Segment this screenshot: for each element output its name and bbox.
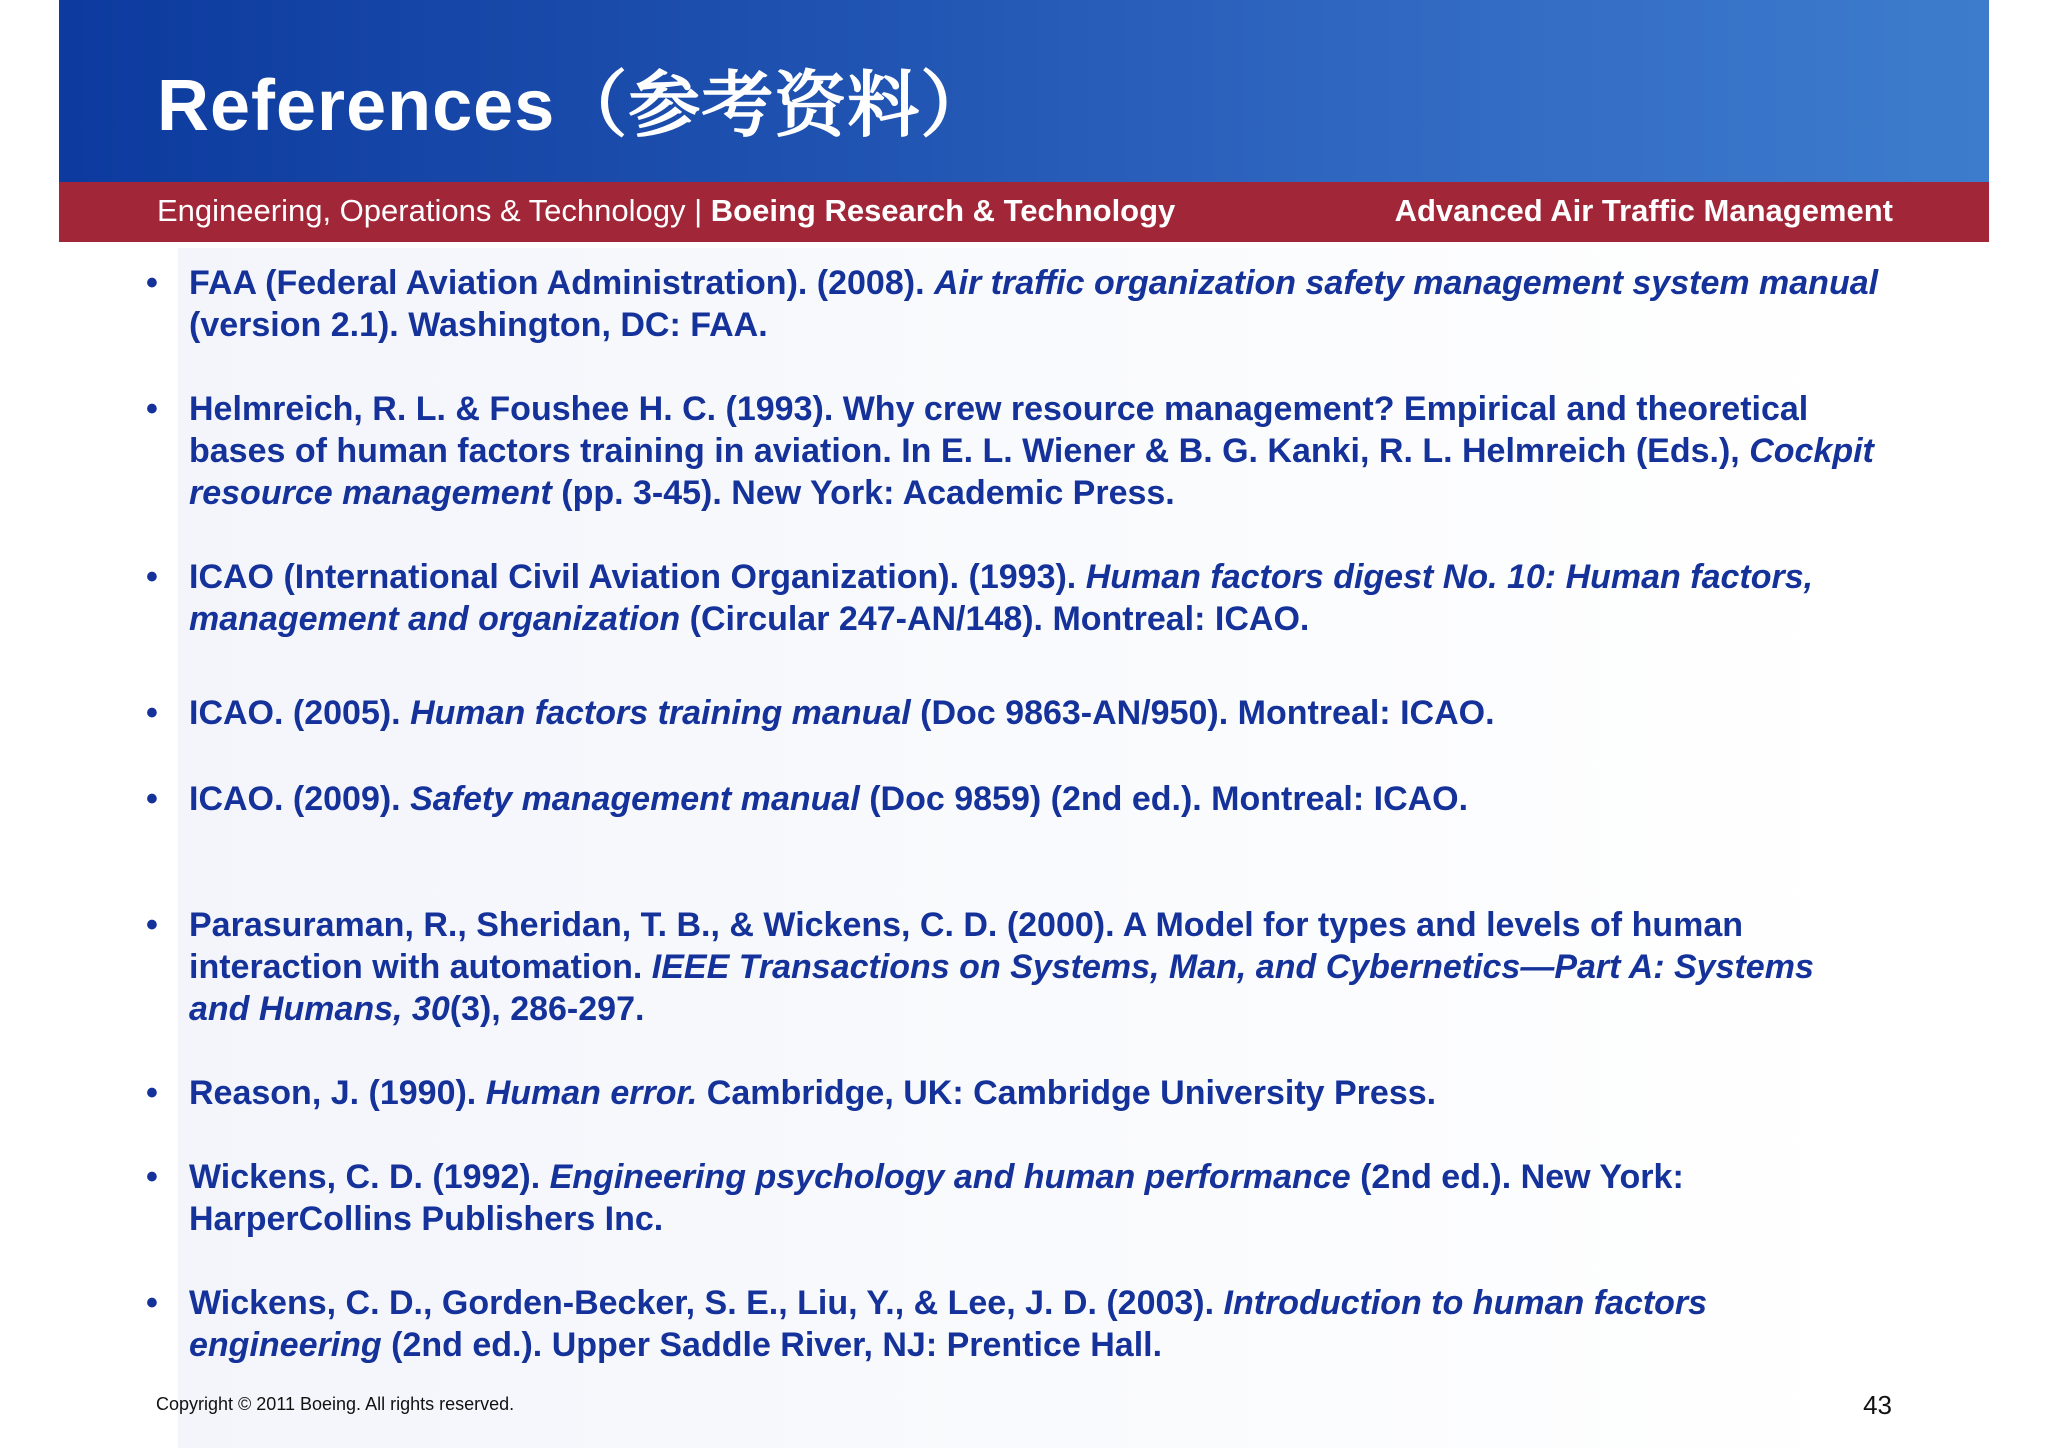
reference-segment: FAA (Federal Aviation Administration). (2008). (189, 264, 934, 302)
reference-title-segment: IEEE Transactions on Systems, Man, and Cybernetics—Part A: Systems and Humans, 30 (189, 948, 1814, 1028)
reference-segment: (pp. 3-45). New York: Academic Press. (551, 474, 1175, 512)
reference-segment: (Circular 247-AN/148). Montreal: ICAO. (680, 600, 1310, 638)
reference-segment: Cambridge, UK: Cambridge University Press. (697, 1074, 1437, 1112)
reference-text (189, 692, 1879, 734)
bullet-icon: • (146, 1158, 158, 1196)
reference-title-segment: Cockpit resource management (189, 432, 1874, 512)
bullet-icon: • (146, 558, 158, 596)
reference-segment: ICAO. (2009). (189, 780, 411, 818)
reference-segment: (version 2.1). Washington, DC: FAA. (189, 306, 768, 344)
reference-text (189, 388, 1879, 514)
reference-title-segment: Air traffic organization safety management system manual (933, 264, 1879, 302)
reference-text (189, 1156, 1879, 1240)
reference-item (140, 692, 1880, 734)
reference-item (140, 388, 1880, 514)
reference-item (140, 1156, 1880, 1240)
reference-text (189, 778, 1879, 820)
reference-item (140, 1072, 1880, 1114)
reference-title-segment: Human factors training manual (410, 694, 911, 732)
reference-title-segment: Introduction to human factors engineering (189, 1284, 1708, 1364)
reference-segment: (Doc 9863-AN/950). Montreal: ICAO. (910, 694, 1495, 732)
reference-segment: Wickens, C. D. (1992). (189, 1158, 550, 1196)
reference-segment: (Doc 9859) (2nd ed.). Montreal: ICAO. (859, 780, 1469, 818)
reference-text (189, 262, 1879, 346)
reference-segment: Wickens, C. D., Gorden-Becker, S. E., Liu, Y., & Lee, J. D. (2003). (189, 1284, 1224, 1322)
bullet-icon: • (146, 390, 158, 428)
reference-title-segment: Safety management manual (410, 780, 860, 818)
reference-segment: (3), 286-297. (449, 990, 645, 1028)
reference-title-segment: Engineering psychology and human performance (549, 1158, 1351, 1196)
bullet-icon: • (146, 264, 158, 302)
reference-text (189, 904, 1879, 1030)
reference-text (189, 1072, 1879, 1114)
reference-item (140, 1282, 1880, 1366)
reference-segment: (2nd ed.). New York: HarperCollins Publishers Inc. (189, 1158, 1684, 1238)
subheader-org: Engineering, Operations & Technology (157, 193, 686, 228)
reference-segment: Parasuraman, R., Sheridan, T. B., & Wickens, C. D. (2000). A Model for types and levels of human interaction with automation. (189, 906, 1744, 986)
reference-item (140, 904, 1880, 1030)
subheader-org-line (157, 193, 1175, 229)
reference-item (140, 262, 1880, 346)
subheader-unit: Boeing Research & Technology (710, 193, 1176, 228)
reference-title-segment: Human error. (485, 1074, 698, 1112)
bullet-icon: • (146, 780, 158, 818)
slide-title: References（参考资料） (157, 66, 994, 146)
bullet-icon: • (146, 1284, 158, 1322)
reference-segment: ICAO (International Civil Aviation Organization). (1993). (189, 558, 1086, 596)
reference-item (140, 778, 1880, 820)
reference-segment: (2nd ed.). Upper Saddle River, NJ: Prentice Hall. (381, 1326, 1163, 1364)
reference-text (189, 1282, 1879, 1366)
bullet-icon: • (146, 1074, 158, 1112)
reference-text (189, 556, 1879, 640)
bullet-icon: • (146, 906, 158, 944)
reference-title-segment: Human factors digest No. 10: Human factors, management and organization (189, 558, 1814, 638)
reference-segment: Helmreich, R. L. & Foushee H. C. (1993). Why crew resource management? Empirical and theoretical bases of human factors training in aviation. In E. L. Wiener & B. G. Kanki, R. L. Helmreich (Eds.), (189, 390, 1809, 470)
page-number: 43 (1863, 1390, 1892, 1420)
reference-segment: ICAO. (2005). (189, 694, 411, 732)
reference-segment: Reason, J. (1990). (189, 1074, 486, 1112)
subheader-separator: | (685, 193, 711, 228)
copyright-notice: Copyright © 2011 Boeing. All rights reserved. (156, 1394, 515, 1414)
bullet-icon: • (146, 694, 158, 732)
subheader-program: Advanced Air Traffic Management (1394, 193, 1893, 228)
reference-item (140, 556, 1880, 640)
